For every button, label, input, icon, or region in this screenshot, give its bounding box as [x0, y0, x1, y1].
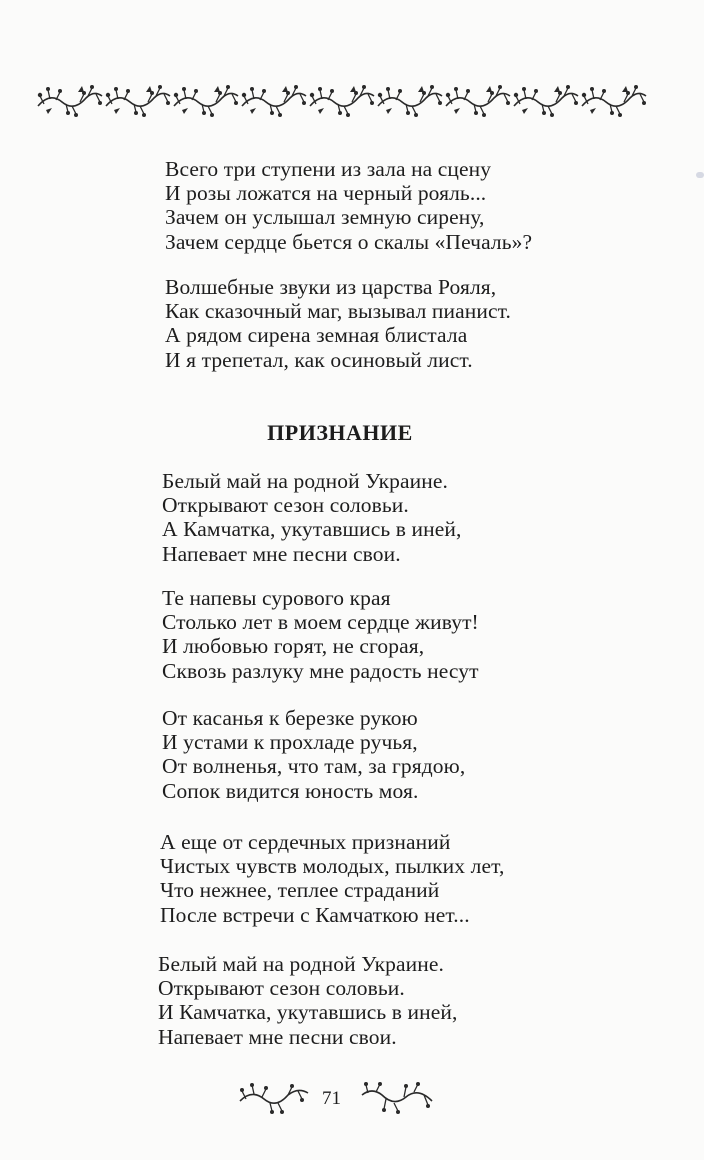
poem-line: Белый май на родной Украине. [162, 469, 449, 493]
poem-line: Сопок видится юность моя. [162, 778, 419, 803]
footer-right-ornament-icon [360, 1081, 436, 1115]
page-number: 71 [322, 1088, 341, 1109]
poem-line: Открывают сезон соловьи. [158, 976, 405, 1001]
poem-line: Открывают сезон соловьи. [162, 493, 409, 518]
stanza [165, 157, 532, 254]
poem-line: Те напевы сурового края [162, 586, 391, 610]
poem-line: Зачем сердце бьется о скалы «Печаль»? [165, 229, 533, 254]
poem-line: Чистых чувств молодых, пылких лет, [160, 854, 505, 879]
stanza [162, 706, 465, 803]
poem-line: Напевает мне песни свои. [158, 1024, 397, 1049]
poem-line: И розы ложатся на черный рояль... [165, 181, 487, 206]
footer-left-ornament-icon [238, 1081, 310, 1115]
poem-line: От волненья, что там, за грядою, [162, 754, 466, 779]
poem-line: А еще от сердечных признаний [160, 830, 451, 854]
poem-line: А Камчатка, укутавшись в иней, [162, 517, 462, 542]
poem-line: Волшебные звуки из царства Рояля, [165, 275, 497, 299]
poem-line: Что нежнее, теплее страданий [160, 878, 440, 903]
page-footer [238, 1078, 448, 1118]
stanza [165, 275, 511, 372]
stanza [162, 469, 461, 566]
poem-line: И любовью горят, не сгорая, [162, 634, 425, 659]
stanza [158, 952, 457, 1049]
poem-line: И я трепетал, как осиновый лист. [165, 347, 473, 372]
poem-line: И Камчатка, укутавшись в иней, [158, 1000, 458, 1025]
poem-line: От касанья к березке рукою [162, 706, 418, 730]
poem-line: Белый май на родной Украине. [158, 952, 445, 976]
poem-line: После встречи с Камчаткою нет... [160, 902, 470, 927]
poem-line: Как сказочный маг, вызывал пианист. [165, 299, 511, 324]
poem-line: Всего три ступени из зала на сцену [165, 157, 492, 181]
poem-line: Столько лет в моем сердце живут! [162, 610, 479, 635]
stanza [160, 830, 504, 927]
stanza [162, 586, 479, 683]
poem-line: Зачем он услышал земную сирену, [165, 205, 485, 230]
paper-speck [696, 172, 704, 178]
top-ornament-icon [36, 82, 656, 120]
poem-line: И устами к прохладе ручья, [162, 730, 418, 755]
poem-line: А рядом сирена земная блистала [165, 323, 468, 348]
poem-line: Сквозь разлуку мне радость несут [162, 658, 479, 683]
poem-line: Напевает мне песни свои. [162, 541, 401, 566]
poem-title: ПРИЗНАНИЕ [267, 420, 413, 445]
